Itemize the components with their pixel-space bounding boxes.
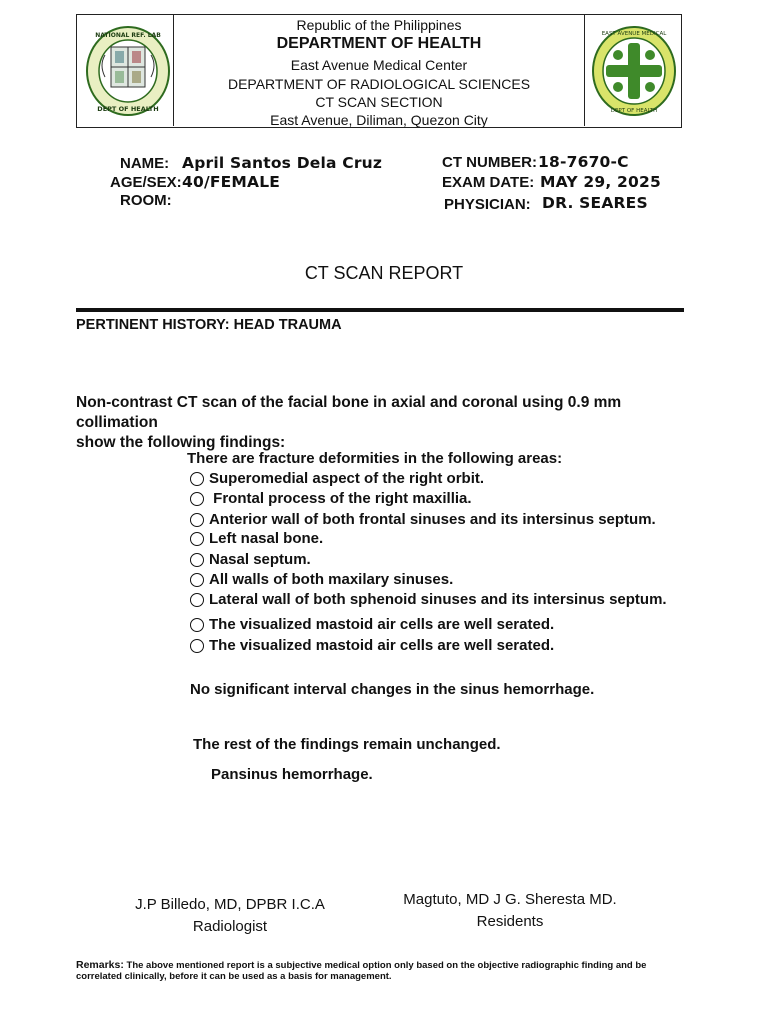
physician-name: DR. SEARES [542,194,648,212]
svg-text:DEPT OF HEALTH: DEPT OF HEALTH [97,105,159,113]
pertinent-history: PERTINENT HISTORY: HEAD TRAUMA [76,317,342,333]
finding-item: Superomedial aspect of the right orbit. [190,470,484,487]
bullet-circle-icon [190,573,204,587]
report-title: CT SCAN REPORT [304,263,464,283]
finding-item: All walls of both maxilary sinuses. [190,571,453,588]
finding-item: Nasal septum. [190,551,311,568]
svg-text:DEPT OF HEALTH: DEPT OF HEALTH [610,108,658,114]
republic-line: Republic of the Philippines [296,17,462,33]
residents-name: Magtuto, MD J G. Sheresta MD. [403,891,617,908]
bullet-circle-icon [190,618,204,632]
exam-date-label: EXAM DATE: [442,174,535,191]
physician-label: PHYSICIAN: [444,196,531,213]
agesex-label: AGE/SEX: [110,174,182,191]
ct-number-label: CT NUMBER: [442,154,537,171]
title-divider [76,308,684,312]
finding-item: Anterior wall of both frontal sinuses and its intersinus septum. [190,511,656,528]
residents-title: Residents [476,913,544,930]
room-label: ROOM: [120,192,172,209]
bullet-circle-icon [190,492,204,506]
ct-number: 18-7670-C [538,153,629,171]
radiologist-signature [110,894,350,938]
east-avenue-medical-center-seal-icon [591,25,677,117]
address: East Avenue, Diliman, Quezon City [270,112,488,128]
finding-item: The visualized mastoid air cells are well serated. [190,637,554,654]
ct-section: CT SCAN SECTION [315,94,443,110]
department-title: DEPARTMENT OF HEALTH [276,35,482,52]
bullet-circle-icon [190,532,204,546]
svg-text:NATIONAL REF. LAB: NATIONAL REF. LAB [95,32,161,39]
remarks-label: Remarks: [76,959,124,971]
remarks-text: The above mentioned report is a subjective medical option only based on the objective radiographic finding and be correlated clinically, before it can be used as a basis for management. [76,960,647,982]
finding-item: Left nasal bone. [190,530,323,547]
patient-agesex: 40/FEMALE [182,173,281,191]
fracture-heading: There are fracture deformities in the following areas: [187,450,563,467]
exam-date: MAY 29, 2025 [540,173,661,191]
bullet-circle-icon [190,513,204,527]
no-change-statement: No significant interval changes in the sinus hemorrhage. [190,681,595,698]
intro-line-1: Non-contrast CT scan of the facial bone in axial and coronal using 0.9 mm collimation [76,394,622,431]
bullet-circle-icon [190,639,204,653]
bullet-circle-icon [190,472,204,486]
finding-item: Frontal process of the right maxillia. [190,490,472,507]
center-name: East Avenue Medical Center [290,57,468,73]
remarks [76,960,676,982]
svg-text:EAST AVENUE MEDICAL: EAST AVENUE MEDICAL [601,31,667,37]
intro-line-2: show the following findings: [76,434,286,451]
right-logo-cell [584,15,681,126]
letterhead [76,14,682,128]
radiology-dept: DEPARTMENT OF RADIOLOGICAL SCIENCES [227,76,531,92]
finding-item: The visualized mastoid air cells are well serated. [190,616,554,633]
patient-name: April Santos Dela Cruz [182,154,383,172]
bullet-circle-icon [190,593,204,607]
rest-unchanged-statement: The rest of the findings remain unchanged. [193,736,501,753]
radiologist-name: J.P Billedo, MD, DPBR I.C.A [135,896,325,913]
findings-intro [76,393,696,453]
impression: Pansinus hemorrhage. [211,766,373,783]
bullet-circle-icon [190,553,204,567]
name-label: NAME: [120,155,170,172]
finding-item: Lateral wall of both sphenoid sinuses and its intersinus septum. [190,591,667,608]
radiologist-title: Radiologist [192,918,268,935]
residents-signature [380,889,640,933]
